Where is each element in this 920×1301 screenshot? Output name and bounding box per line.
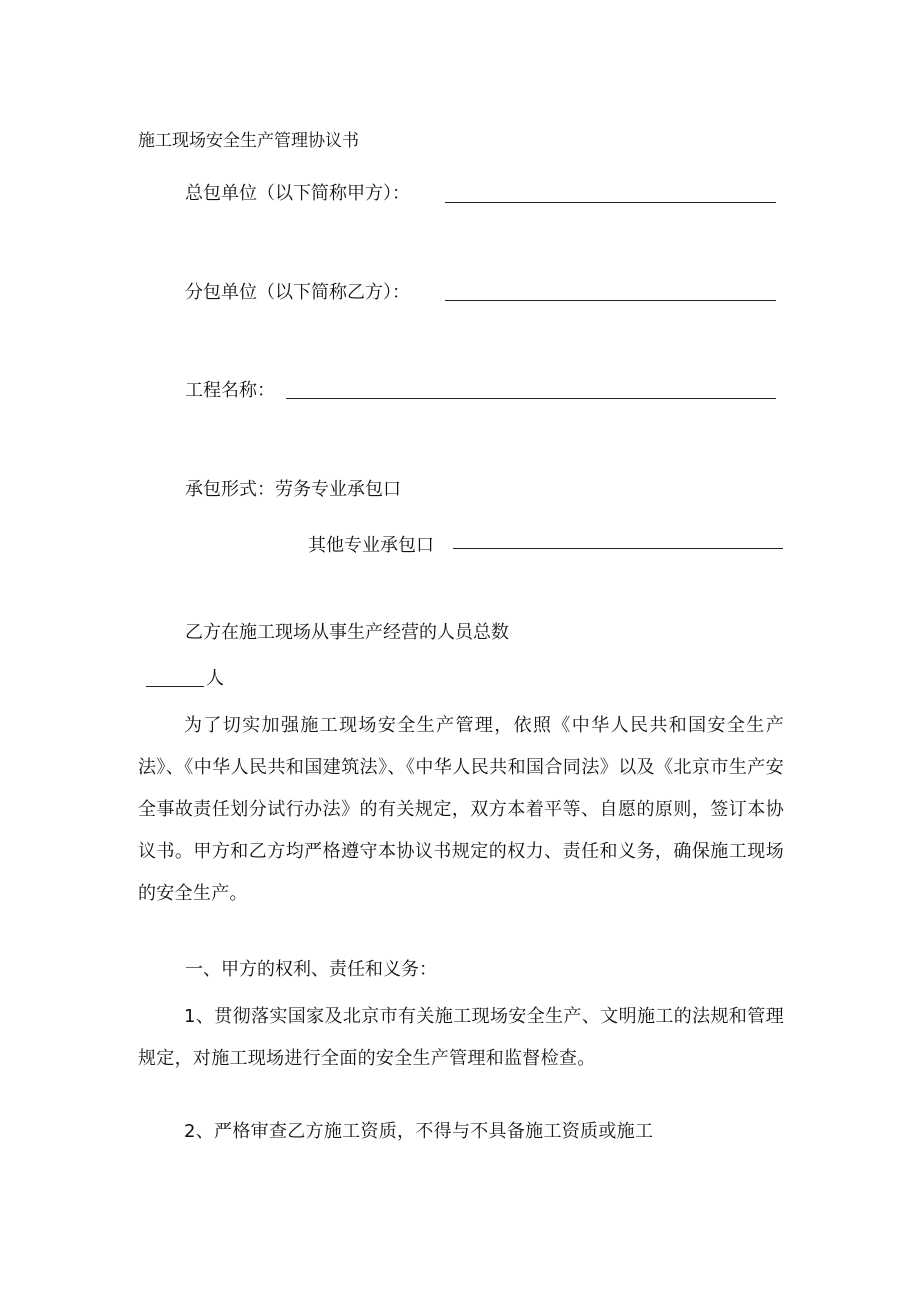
personnel-count-label: 乙方在施工现场从事生产经营的人员总数	[185, 622, 509, 643]
subcontractor-blank	[445, 299, 776, 301]
general-contractor-blank	[445, 201, 776, 203]
personnel-unit: 人	[206, 668, 224, 689]
contract-form-label: 承包形式：劳务专业承包口	[185, 479, 401, 500]
intro-paragraph: 为了切实加强施工现场安全生产管理，依照《中华人民共和国安全生产法》、《中华人民共和国建筑法》、《中华人民共和国合同法》以及《北京市生产安全事故责任划分试行办法》的有关规定，双方本着平等、自愿的原则，签订本协议书。甲方和乙方均严格遵守本协议书规定的权力、责任和义务，确保施工现场的安全生产。	[138, 715, 784, 904]
other-contract-blank	[453, 547, 783, 549]
project-name-blank	[286, 397, 776, 399]
item-two: 2、严格审查乙方施工资质，不得与不具备施工资质或施工	[184, 1121, 654, 1142]
other-contract-label: 其他专业承包口	[308, 535, 434, 556]
subcontractor-label: 分包单位（以下简称乙方）：	[185, 282, 410, 303]
section-one-heading: 一、甲方的权利、责任和义务：	[185, 959, 437, 980]
personnel-count-blank	[146, 685, 204, 687]
general-contractor-label: 总包单位（以下简称甲方）：	[185, 183, 410, 204]
document-title: 施工现场安全生产管理协议书	[138, 131, 359, 151]
project-name-label: 工程名称：	[185, 380, 275, 401]
item-one: 1、贯彻落实国家及北京市有关施工现场安全生产、文明施工的法规和管理规定，对施工现场进行全面的安全生产管理和监督检查。	[138, 1006, 784, 1069]
